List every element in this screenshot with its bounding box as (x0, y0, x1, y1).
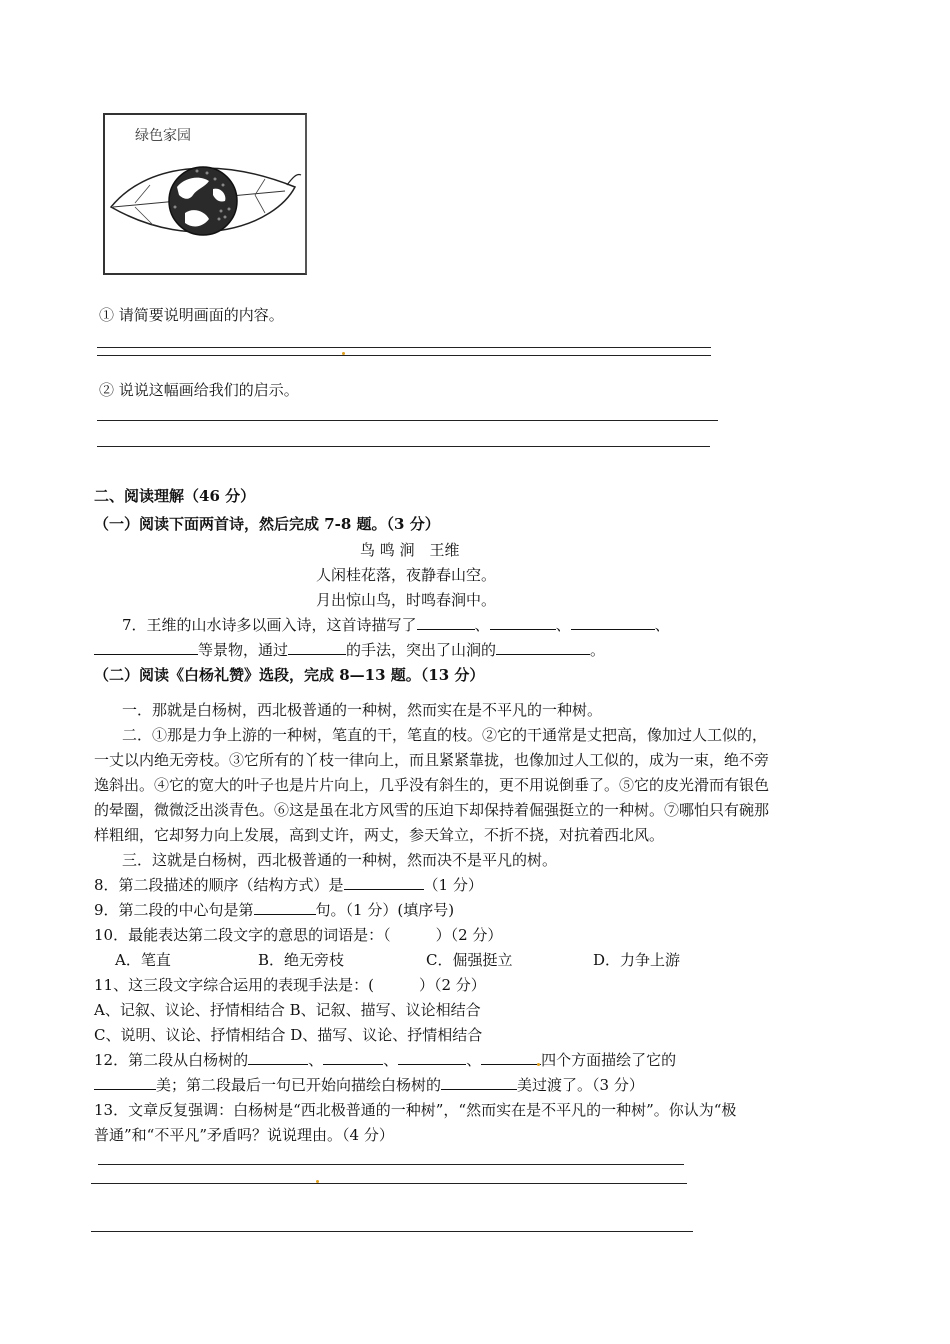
q7-sep: 、 (474, 616, 490, 634)
q12-text-c: 美；第二段最后一句已开始向描绘白杨树的 (156, 1076, 442, 1094)
q7-blank-1[interactable] (417, 615, 475, 630)
question-9 (94, 900, 454, 920)
answer-line[interactable] (97, 420, 718, 421)
answer-line[interactable] (91, 1231, 693, 1232)
question-13-line-1: 13．文章反复强调：白杨树是“西北极普通的一种树”，“然而实在是不平凡的一种树”。你认为“极 (94, 1101, 737, 1119)
q12-text-d: 美过渡了。（3 分） (517, 1076, 644, 1094)
question-10: 10．最能表达第二段文字的意思的词语是：（ ）（2 分） (94, 926, 503, 944)
q7-sep: 、 (654, 616, 670, 634)
passage-para-2-line: 的晕圈，微微泛出淡青色。⑥这是虽在北方风雪的压迫下却保持着倔强挺立的一种树。⑦哪怕只有碗那 (94, 801, 770, 819)
q12-sep: 、 (308, 1051, 324, 1069)
q7-text-b: 等景物，通过 (198, 641, 289, 659)
question-7-line-2 (94, 640, 605, 660)
part1-title: （一）阅读下面两首诗，然后完成 7-8 题。（3 分） (94, 515, 440, 533)
q7-blank-4[interactable] (94, 640, 198, 655)
q8-text-b: （1 分） (423, 876, 483, 894)
q7-text-a: 7．王维的山水诗多以画入诗，这首诗描写了 (122, 616, 417, 634)
image-question-2: ② 说说这幅画给我们的启示。 (99, 381, 299, 399)
passage-para-2-line: 样粗细，它却努力向上发展，高到丈许，两丈，参天耸立，不折不挠，对抗着西北风。 (94, 826, 665, 844)
answer-line[interactable] (91, 1183, 687, 1184)
q12-blank-6[interactable] (441, 1075, 517, 1090)
passage-para-2-line: 逸斜出。④它的宽大的叶子也是片片向上，几乎没有斜生的，更不用说倒垂了。⑤它的皮光滑而有银色 (94, 776, 770, 794)
q10-option-a[interactable]: A．笔直 (115, 951, 171, 969)
question-7-line-1 (122, 615, 670, 635)
q7-blank-6[interactable] (496, 640, 590, 655)
q12-blank-1[interactable] (248, 1050, 308, 1065)
answer-line[interactable] (97, 355, 711, 356)
passage-para-2-line: 一丈以内绝无旁枝。③它所有的丫枝一律向上，而且紧紧靠拢，也像加过人工似的，成为一束，绝不旁 (94, 751, 770, 769)
passage-para-1: 一．那就是白杨树，西北极普通的一种树，然而实在是不平凡的一种树。 (122, 701, 603, 719)
leaf-globe-illustration (105, 115, 305, 273)
poem-line-2: 月出惊山鸟，时鸣春涧中。 (316, 591, 497, 609)
q8-text-a: 8．第二段描述的顺序（结构方式）是 (94, 876, 344, 894)
q7-text-c: 的手法，突出了山涧的 (346, 641, 497, 659)
passage-para-3: 三．这就是白杨树，西北极普通的一种树，然而决不是平凡的树。 (122, 851, 558, 869)
q9-text-a: 9．第二段的中心句是第 (94, 901, 254, 919)
part2-title: （二）阅读《白杨礼赞》选段，完成 8—13 题。（13 分） (94, 666, 485, 684)
q9-blank[interactable] (254, 900, 316, 915)
dot-mark (342, 352, 345, 355)
answer-line[interactable] (97, 347, 711, 348)
answer-line[interactable] (98, 1164, 684, 1165)
poem-line-1: 人闲桂花落，夜静春山空。 (316, 566, 497, 584)
q12-text-b: 四个方面描绘了它的 (541, 1051, 677, 1069)
q12-blank-4[interactable] (481, 1050, 541, 1065)
q12-sep: 、 (466, 1051, 482, 1069)
q12-sep: 、 (383, 1051, 399, 1069)
section-title: 二、阅读理解（46 分） (94, 487, 256, 505)
answer-line[interactable] (97, 446, 710, 447)
question-13-line-2: 普通”和“不平凡”矛盾吗？说说理由。（4 分） (94, 1126, 394, 1144)
q11-options-line-2[interactable]: C、说明、议论、抒情相结合 D、描写、议论、抒情相结合 (94, 1026, 483, 1044)
image-question-1: ① 请简要说明画面的内容。 (99, 306, 284, 324)
poem-title: 鸟 鸣 涧 王维 (360, 541, 460, 559)
q7-text-d: 。 (590, 641, 606, 659)
globe-icon (169, 167, 237, 235)
q10-option-d[interactable]: D．力争上游 (593, 951, 681, 969)
question-8 (94, 875, 483, 895)
q8-blank[interactable] (344, 875, 424, 890)
q12-blank-3[interactable] (398, 1050, 466, 1065)
q7-blank-3[interactable] (571, 615, 655, 630)
q7-sep: 、 (555, 616, 571, 634)
q7-blank-2[interactable] (490, 615, 556, 630)
dot-mark (316, 1180, 319, 1183)
q10-option-b[interactable]: B．绝无旁枝 (258, 951, 345, 969)
passage-para-2-line: 二．①那是力争上游的一种树，笔直的干，笔直的枝。②它的干通常是丈把高，像加过人工似的， (122, 726, 768, 744)
q10-option-c[interactable]: C．倔强挺立 (426, 951, 513, 969)
q12-blank-5[interactable] (94, 1075, 156, 1090)
q9-text-b: 句。（1 分）(填序号) (315, 901, 455, 919)
question-12-line-2 (94, 1075, 644, 1095)
dot-mark (537, 1063, 540, 1066)
q7-blank-5[interactable] (288, 640, 346, 655)
question-11: 11、这三段文字综合运用的表现手法是：( ）（2 分） (94, 976, 486, 994)
question-12-line-1 (94, 1050, 676, 1070)
q12-text-a: 12．第二段从白杨树的 (94, 1051, 249, 1069)
figure-title: 绿色家园 (135, 128, 191, 144)
q12-blank-2[interactable] (323, 1050, 383, 1065)
q11-options-line-1[interactable]: A、记叙、议论、抒情相结合 B、记叙、描写、议论相结合 (94, 1001, 481, 1019)
green-home-figure (103, 113, 307, 275)
